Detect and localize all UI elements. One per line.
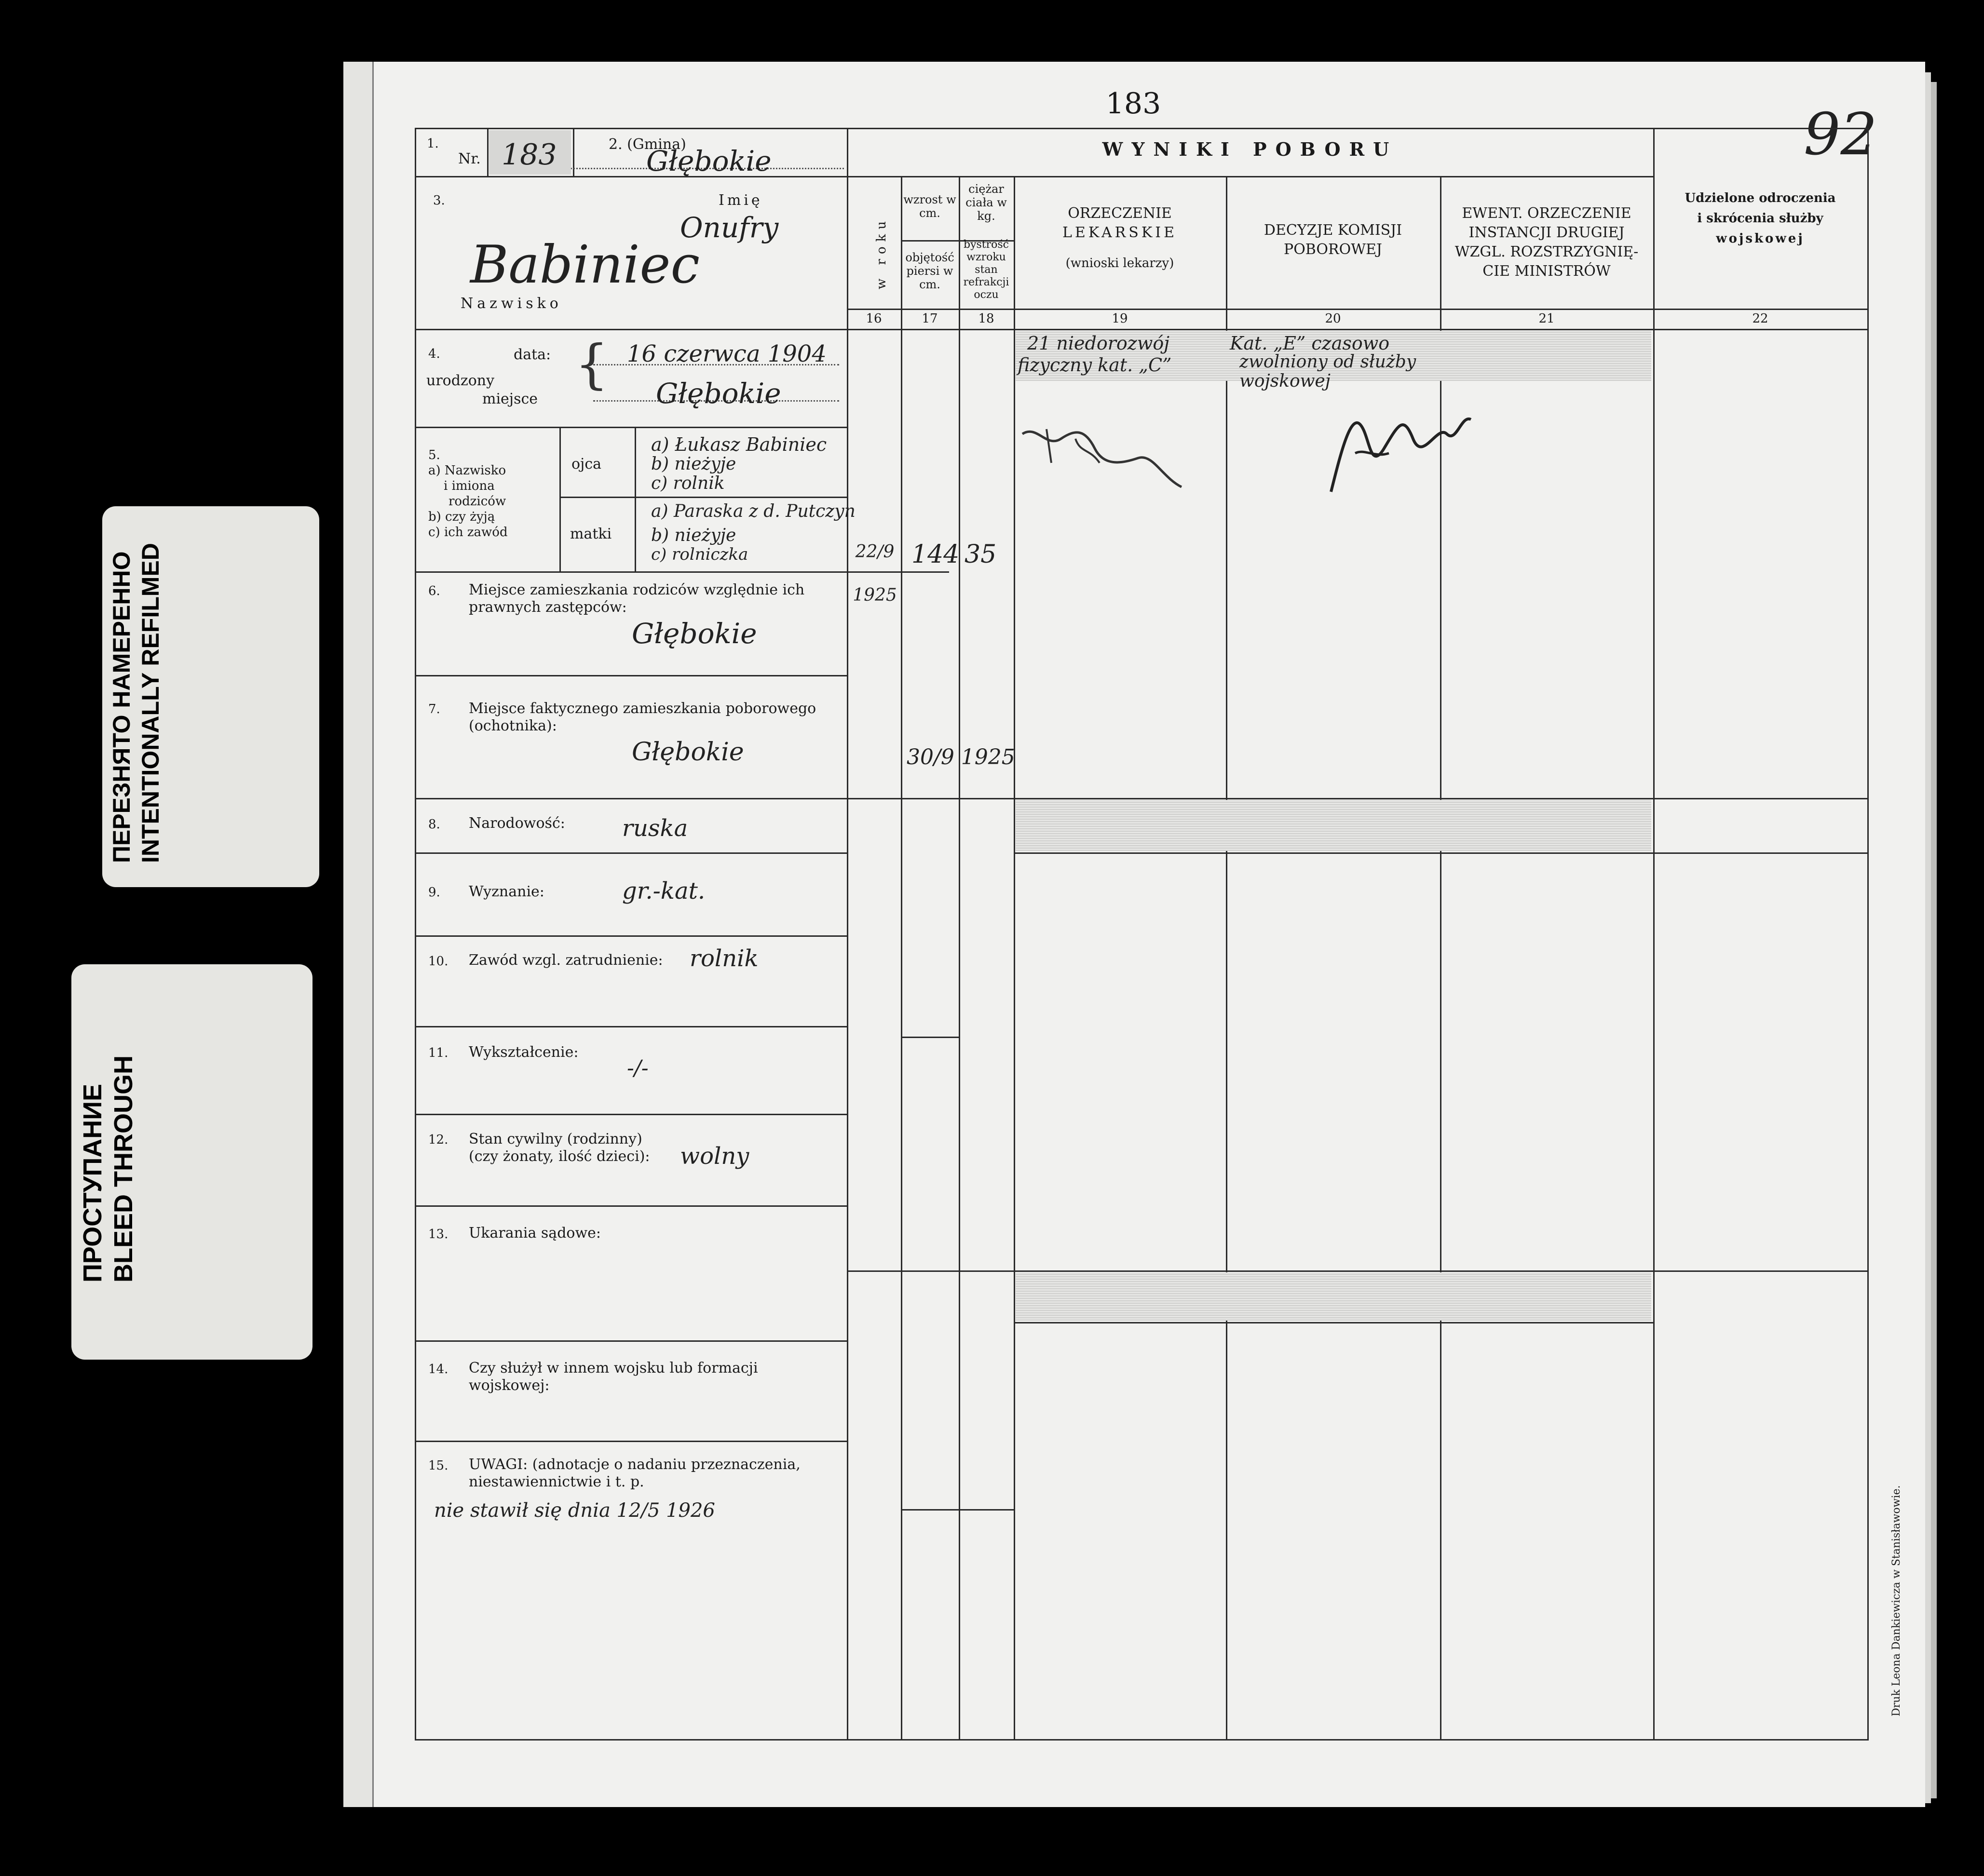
field-7-value: Głębokie xyxy=(632,738,744,767)
col18-top: ciężar ciała w kg. xyxy=(965,182,1007,223)
field-6-label: 6. xyxy=(428,584,440,598)
col18-bottom: bystrość wzroku stan refrakcji oczu xyxy=(963,239,1009,301)
grid-line xyxy=(415,1114,847,1115)
col-number: 19 xyxy=(1112,311,1128,326)
grid-line xyxy=(487,128,489,176)
field-11-text: Wykształcenie: xyxy=(469,1044,579,1061)
nazwisko-value: Babiniec xyxy=(470,235,700,295)
grid-line xyxy=(415,128,1867,129)
field-10-value: rolnik xyxy=(690,945,759,972)
grid-line xyxy=(1867,128,1869,1741)
grid-line xyxy=(635,427,636,571)
field-14-label: 14. xyxy=(428,1362,448,1377)
second-date: 30/9 1925 xyxy=(907,745,1015,769)
miejsce-label: miejsce xyxy=(482,391,538,407)
col-number: 18 xyxy=(978,311,994,326)
field-4-label: 4. xyxy=(428,347,440,361)
field-5-b: i imiona xyxy=(444,479,495,493)
field-9-value: gr.-kat. xyxy=(622,877,706,904)
ojca-c: c) rolnik xyxy=(651,473,725,493)
col21-line2: INSTANCJI DRUGIEJ xyxy=(1468,224,1625,241)
brace: { xyxy=(575,333,609,395)
height-value: 144 xyxy=(911,540,960,569)
grid-line xyxy=(415,329,1867,330)
col19-entry2: fizyczny kat. „C” xyxy=(1018,354,1172,376)
col20-entry1: Kat. „E” czasowo xyxy=(1230,333,1390,354)
col-number: 20 xyxy=(1325,311,1341,326)
ojca-label: ojca xyxy=(571,456,602,472)
refilmed-stamp xyxy=(107,543,165,863)
grid-line xyxy=(415,1340,847,1342)
grid-line xyxy=(959,176,960,1741)
data-label: data: xyxy=(514,346,551,363)
grid-line xyxy=(415,675,847,676)
grid-line xyxy=(1014,1322,1653,1323)
field-1-label: 1. xyxy=(427,136,439,151)
col19-line1: ORZECZENIE xyxy=(1068,205,1172,222)
miejsce-value: Głębokie xyxy=(656,377,781,410)
matki-a: a) Paraska z d. Putczyn xyxy=(651,501,856,521)
stamp-line: BLEED THROUGH xyxy=(109,1055,138,1282)
field-2-label: 2. (Gmina) xyxy=(609,136,686,153)
nr-label: Nr. xyxy=(458,150,481,167)
grid-line xyxy=(415,427,847,428)
stamp-line: INTENTIONALLY REFILMED xyxy=(137,543,164,863)
corner-number: 92 xyxy=(1804,101,1877,168)
field-12-text2: (czy żonaty, ilość dzieci): xyxy=(469,1148,650,1165)
col-number: 22 xyxy=(1752,311,1768,326)
printer-note: Druk Leona Dankiewicza w Stanisławowie. xyxy=(1890,1485,1902,1716)
col22-line2: i skrócenia służby xyxy=(1697,211,1823,226)
col20-line2: POBOROWEJ xyxy=(1284,241,1382,258)
grid-line xyxy=(415,935,847,937)
ojca-a: a) Łukasz Babiniec xyxy=(651,434,827,455)
imie-value: Onufry xyxy=(680,211,779,244)
field-11-label: 11. xyxy=(428,1046,448,1060)
grid-line xyxy=(901,1509,1014,1511)
col21-line3: WZGL. ROZSTRZYGNIĘ- xyxy=(1454,243,1639,260)
col17-top: wzrost w cm. xyxy=(903,193,956,220)
shaded-band xyxy=(1016,1272,1651,1321)
col19-entry1: 21 niedorozwój xyxy=(1027,333,1170,354)
grid-line xyxy=(901,176,902,1741)
col19-signature xyxy=(1018,419,1191,497)
field-7-label: 7. xyxy=(428,702,440,716)
shaded-band xyxy=(1016,800,1651,851)
sheet-edge xyxy=(1930,82,1937,1798)
field-7-text1: Miejsce faktycznego zamieszkania poborowego xyxy=(469,700,816,717)
grid-line xyxy=(415,852,847,854)
field-14-text2: wojskowej: xyxy=(469,1377,550,1394)
field-13-text: Ukarania sądowe: xyxy=(469,1225,601,1242)
field-5-d: b) czy żyją xyxy=(428,510,495,524)
field-10-text: Zawód wzgl. zatrudnienie: xyxy=(469,952,663,969)
field-9-label: 9. xyxy=(428,885,440,900)
field-7-text2: (ochotnika): xyxy=(469,717,557,734)
col-number: 17 xyxy=(922,311,938,326)
field-8-text: Narodowość: xyxy=(469,815,565,832)
imie-label: Imię xyxy=(719,192,763,209)
grid-line xyxy=(415,176,847,177)
field-10-label: 10. xyxy=(428,954,448,969)
field-12-value: wolny xyxy=(680,1143,749,1170)
data-value: 16 czerwca 1904 xyxy=(627,340,827,367)
sheet-binding xyxy=(343,62,374,1807)
grid-line xyxy=(1226,176,1227,1741)
grid-line xyxy=(847,309,1867,310)
nazwisko-label: Nazwisko xyxy=(461,295,562,312)
grid-line xyxy=(559,497,847,498)
col19-line3: (wnioski lekarzy) xyxy=(1065,256,1174,270)
matki-b: b) nieżyje xyxy=(651,526,736,545)
grid-line xyxy=(1653,128,1655,1741)
field-12-text1: Stan cywilny (rodzinny) xyxy=(469,1131,642,1147)
grid-line xyxy=(559,427,561,571)
col20-entry3: wojskowej xyxy=(1239,371,1331,391)
grid-line xyxy=(415,798,1867,799)
col-number: 16 xyxy=(866,311,882,326)
col20-signature xyxy=(1321,395,1476,501)
stamp-line: ПЕРЕЗНЯТО НАМЕРЕННО xyxy=(108,551,135,863)
field-8-label: 8. xyxy=(428,817,440,832)
grid-line xyxy=(415,1739,1867,1741)
field-6-value: Głębokie xyxy=(632,617,757,650)
matki-c: c) rolniczka xyxy=(651,545,748,564)
field-15-label: 15. xyxy=(428,1458,448,1473)
field-15-text2: niestawiennictwie i t. p. xyxy=(469,1473,644,1490)
field-15-value: nie stawił się dnia 12/5 1926 xyxy=(434,1499,715,1522)
field-13-label: 13. xyxy=(428,1227,448,1242)
field-14-text1: Czy służył w innem wojsku lub formacji xyxy=(469,1360,758,1377)
grid-line xyxy=(415,1205,847,1207)
field-6-text1: Miejsce zamieszkania rodziców względnie ich xyxy=(469,581,805,598)
grid-line xyxy=(415,1441,847,1442)
grid-line xyxy=(847,176,1653,177)
field-5-label: 5. xyxy=(428,448,440,462)
field-15-text1: UWAGI: (adnotacje o nadaniu przeznaczenia, xyxy=(469,1456,801,1473)
col17-bottom: objętość piersi w cm. xyxy=(905,251,954,291)
field-5-a: a) Nazwisko xyxy=(428,463,506,478)
grid-line xyxy=(847,1270,1867,1272)
col22-line1: Udzielone odroczenia xyxy=(1685,191,1836,205)
col21-line1: EWENT. ORZECZENIE xyxy=(1462,205,1631,222)
field-3-label: 3. xyxy=(433,193,445,208)
field-8-value: ruska xyxy=(622,815,688,842)
col20-entry2: zwolniony od służby xyxy=(1239,352,1416,372)
nr-value: 183 xyxy=(502,138,557,172)
col21-line4: CIE MINISTRÓW xyxy=(1482,263,1611,280)
col22-line3: wojskowej xyxy=(1716,231,1805,246)
field-11-value: -/- xyxy=(627,1056,649,1080)
col16-header: w roku xyxy=(874,216,889,289)
year-value: 22/9 1925 xyxy=(853,542,897,605)
grid-line xyxy=(1014,176,1015,1741)
grid-line xyxy=(901,1037,959,1038)
field-9-text: Wyznanie: xyxy=(469,883,544,900)
grid-line xyxy=(415,128,416,1741)
results-title: WYNIKI POBORU xyxy=(1102,138,1398,160)
weight-value: 35 xyxy=(965,540,997,569)
field-5-e: c) ich zawód xyxy=(428,525,508,540)
grid-line xyxy=(415,1026,847,1027)
bleed-stamp xyxy=(77,1055,139,1282)
ojca-b: b) nieżyje xyxy=(651,454,736,474)
gmina-value: Głębokie xyxy=(646,145,772,177)
page-number: 183 xyxy=(1105,87,1161,121)
grid-line xyxy=(1014,852,1867,854)
field-12-label: 12. xyxy=(428,1133,448,1147)
col19-line2: LEKARSKIE xyxy=(1062,224,1177,241)
urodzony-label: urodzony xyxy=(426,372,495,389)
field-5-c: rodziców xyxy=(448,494,506,509)
field-6-text2: prawnych zastępców: xyxy=(469,599,627,616)
col20-line1: DECYZJE KOMISJI xyxy=(1264,222,1402,239)
matki-label: matki xyxy=(570,526,612,542)
col-number: 21 xyxy=(1538,311,1555,326)
grid-line xyxy=(847,128,848,1741)
stamp-line: ПРОСТУПАНИЕ xyxy=(78,1084,107,1282)
